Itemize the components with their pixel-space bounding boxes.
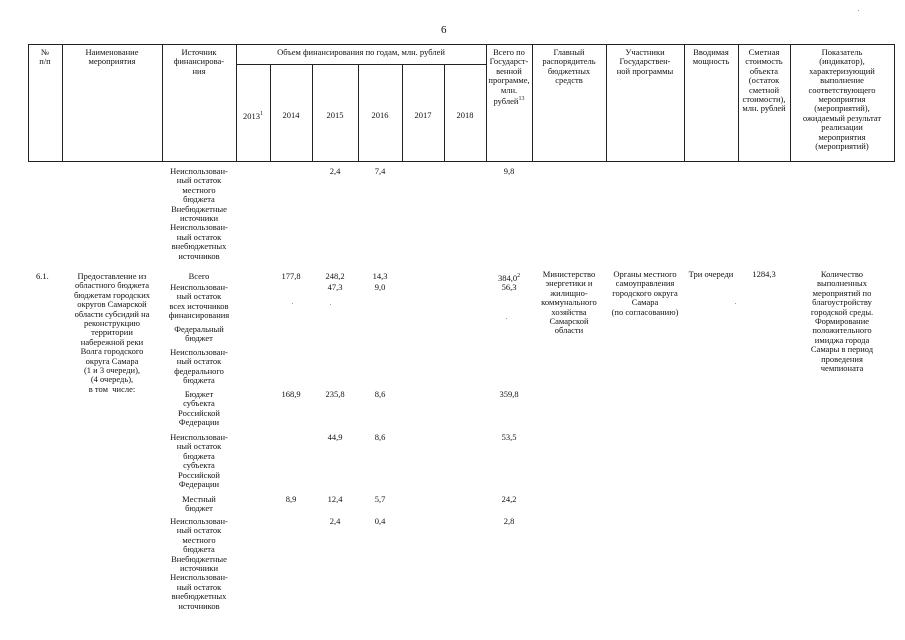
source-regional: Бюджет субъекта Российской Федерации [178, 389, 220, 428]
source-local: Местный бюджет [182, 494, 216, 514]
value-local-2015: 12,4 [327, 494, 343, 504]
value-regional-sum: 359,8 [499, 389, 519, 399]
col-line-16 [894, 44, 895, 162]
value-unused-local-2016: 0,4 [374, 516, 386, 526]
header-participants: Участники Государствен- ной программы [616, 47, 674, 76]
value-local-2014: 8,9 [285, 494, 297, 504]
value-total-2015: 248,2 [325, 271, 345, 281]
top-value-2015: 2,4 [329, 166, 341, 176]
header-admin: Главный распорядитель бюджетных средств [542, 47, 596, 86]
source-unused-all: Неиспользован- ный остаток всех источников финансирования [168, 282, 230, 321]
value-unused-regional-2016: 8,6 [374, 432, 386, 442]
header-indicator: Показатель (индикатор), характеризующий выполнение соответствующего мероприятия (мероприятий), ожидаемый результат реализации мероприятия (мероприятий) [802, 47, 882, 152]
header-source: Источник финансирова- ния [173, 47, 225, 76]
item-admin: Министерство энергетики и жилищно- коммунального хозяйства Самарской области [541, 269, 597, 336]
value-regional-2015: 235,8 [325, 389, 345, 399]
header-top-border [28, 44, 895, 45]
header-year-2013: 2013$^1$ [243, 110, 263, 121]
source-unused-federal: Неиспользован- ный остаток федерального бюджета [170, 347, 228, 386]
source-federal: Федеральный бюджет [174, 324, 224, 344]
value-total-2014: 177,8 [281, 271, 301, 281]
value-unused-regional-2015: 44,9 [327, 432, 343, 442]
source-unused-regional: Неиспользован- ный остаток бюджета субъекта Российской Федерации [170, 432, 228, 490]
item-number: 6.1. [36, 271, 49, 281]
header-year-2016: 2016 [371, 110, 389, 120]
value-local-sum: 24,2 [501, 494, 517, 504]
header-total: Всего по Государст- венной программе, млн. рублей$^{13}$ [488, 47, 530, 106]
top-value-2016: 7,4 [374, 166, 386, 176]
item-indicator: Количество выполненных мероприятий по благоустройству городской среды. Формирование положительного имиджа города Самары в период проведения чемпионата [810, 269, 874, 374]
value-unused-all-2015: 47,3 [327, 282, 343, 292]
header-num: № п/п [39, 47, 51, 67]
top-source-block: Неиспользован- ный остаток местного бюджета Внебюджетные источники Неиспользован- ный остаток внебюджетных источников [170, 166, 228, 261]
source-unused-local-and-other: Неиспользован- ный остаток местного бюджета Внебюджетные источники Неиспользован- ный остаток внебюджетных источников [170, 516, 228, 611]
header-year-2015: 2015 [326, 110, 344, 120]
header-year-2017: 2017 [414, 110, 432, 120]
scan-speck [858, 10, 859, 11]
scan-speck [506, 318, 507, 319]
page-number: 6 [441, 24, 447, 36]
value-unused-local-sum: 2,8 [503, 516, 515, 526]
value-unused-all-2016: 9,0 [374, 282, 386, 292]
header-year-divider [236, 64, 486, 65]
scan-speck [292, 303, 293, 304]
item-cost: 1284,3 [752, 269, 776, 279]
value-local-2016: 5,7 [374, 494, 386, 504]
header-year-2014: 2014 [282, 110, 300, 120]
value-regional-2016: 8,6 [374, 389, 386, 399]
header-volume: Объем финансирования по годам, млн. рублей [277, 47, 445, 57]
value-total-sum: 384,0$^2$ [497, 272, 521, 283]
scan-speck [735, 303, 736, 304]
col-line-4 [236, 44, 237, 162]
source-total: Всего [188, 271, 210, 281]
value-unused-local-2015: 2,4 [329, 516, 341, 526]
value-regional-2014: 168,9 [281, 389, 301, 399]
item-capacity: Три очереди [688, 269, 734, 279]
header-cost: Сметная стоимость объекта (остаток сметной стоимости), млн. рублей [742, 47, 786, 114]
scan-speck [330, 304, 331, 305]
top-value-total: 9,8 [503, 166, 515, 176]
header-year-2018: 2018 [456, 110, 474, 120]
value-total-2016: 14,3 [372, 271, 388, 281]
header-capacity: Вводимая мощность [692, 47, 730, 67]
value-unused-regional-sum: 53,5 [501, 432, 517, 442]
header-name: Наименование мероприятия [85, 47, 139, 67]
item-participants: Органы местного самоуправления городского округа Самара (по согласованию) [611, 269, 679, 317]
item-name: Предоставление из областного бюджета бюджетам городских округов Самарской области субсидий на реконструкцию территории набережной реки Волга городского округа Самара (1 и 3 очереди), (4 очередь), в том числе: [73, 271, 150, 394]
value-unused-all-sum: 56,3 [501, 282, 517, 292]
header-bottom-border [28, 161, 895, 162]
